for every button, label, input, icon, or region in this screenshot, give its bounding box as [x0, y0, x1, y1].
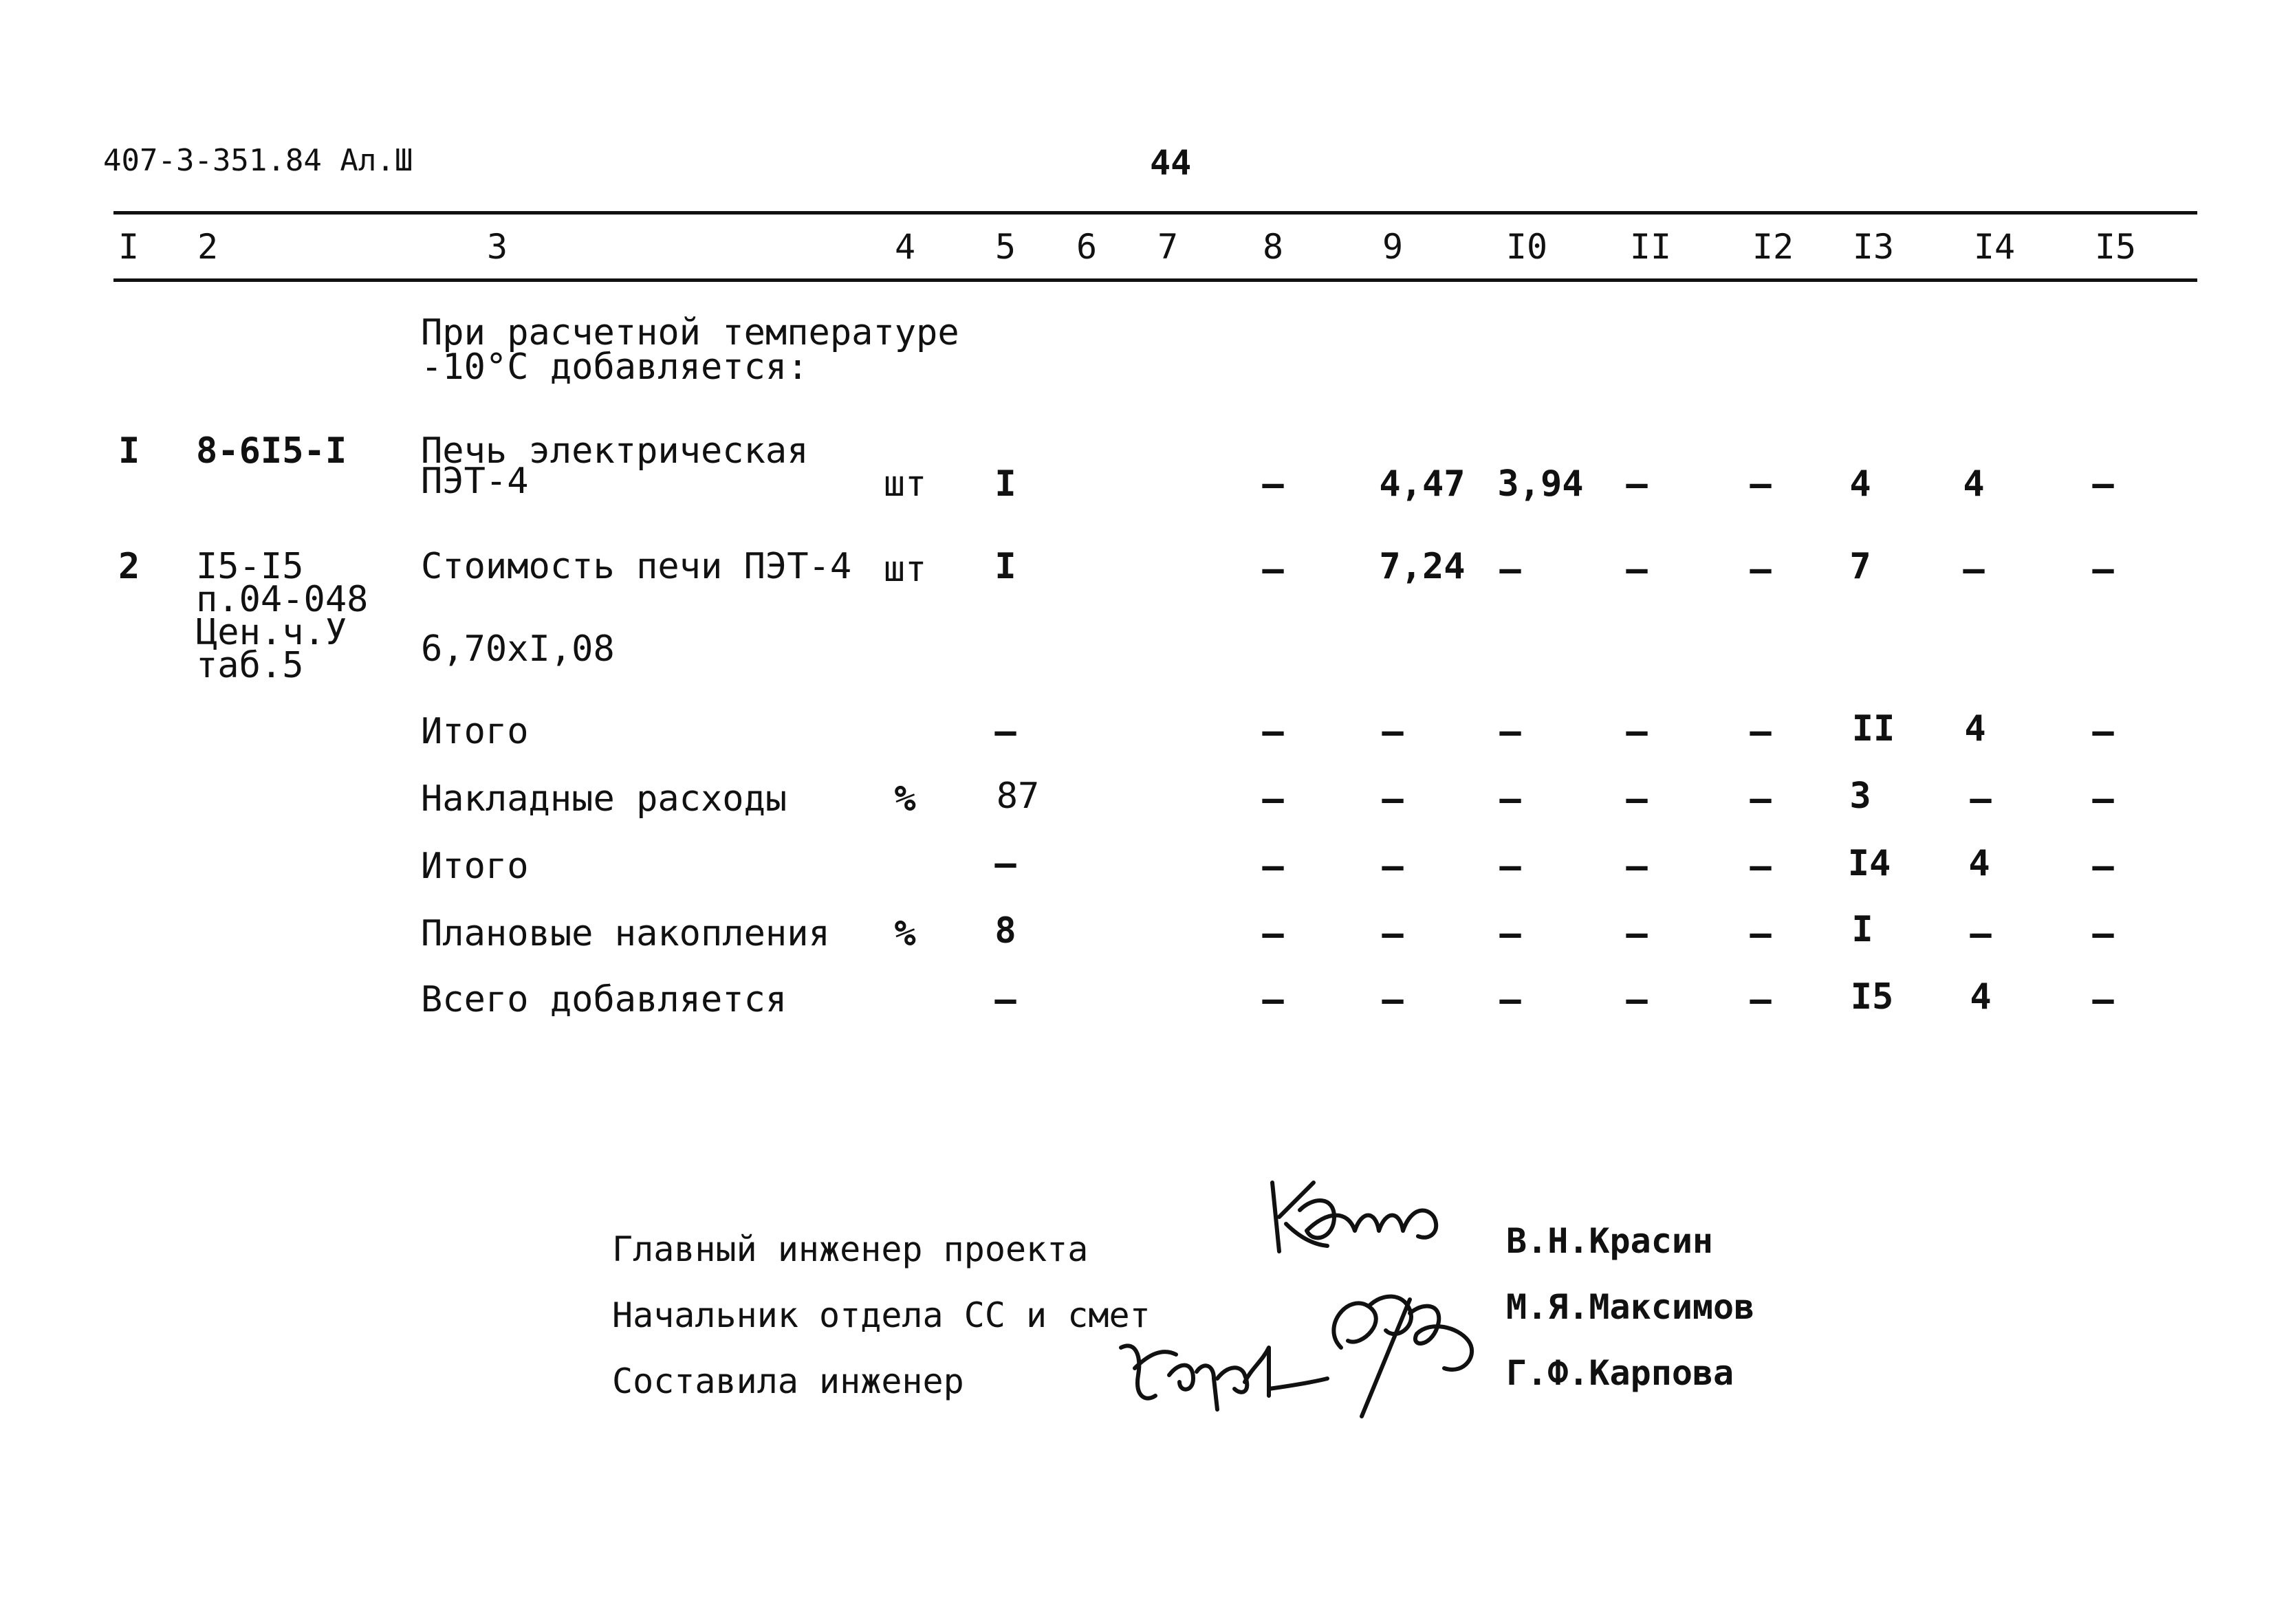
header-bottom-rule: [113, 278, 2197, 282]
column-header-4: 4: [894, 227, 916, 267]
handwritten-signature: [1114, 1327, 1334, 1423]
price-code: 8-6I5-I: [196, 430, 347, 472]
section-note-line2: -10°С добавляется:: [421, 347, 809, 388]
header-top-rule: [113, 211, 2197, 215]
cell-col10: –: [1499, 711, 1521, 752]
cell-col13: 3: [1849, 776, 1871, 817]
cell-col8: –: [1262, 913, 1284, 954]
column-header-15: I5: [2094, 227, 2137, 267]
cell-col12: –: [1750, 549, 1772, 590]
cell-col13: 4: [1849, 463, 1871, 505]
cell-col13: I: [1851, 909, 1873, 950]
quantity: I: [994, 463, 1016, 505]
page-number: 44: [1150, 143, 1192, 183]
quantity: –: [994, 711, 1016, 752]
cell-col10: –: [1499, 778, 1521, 820]
column-header-8: 8: [1262, 227, 1284, 267]
cell-col9: –: [1382, 979, 1404, 1020]
cell-col10: –: [1499, 913, 1521, 954]
cell-col8: –: [1262, 463, 1284, 505]
column-header-9: 9: [1382, 227, 1404, 267]
price-code: I5-I5: [196, 546, 304, 587]
unit: шт: [883, 463, 927, 505]
cell-col12: –: [1750, 979, 1772, 1020]
column-header-13: I3: [1852, 227, 1895, 267]
cell-col12: –: [1750, 463, 1772, 505]
section-note-line1: При расчетной температуре: [421, 312, 959, 353]
cell-col11: –: [1626, 778, 1648, 820]
cell-col11: –: [1626, 846, 1648, 887]
summary-label: Итого: [421, 846, 529, 887]
cell-col14: 4: [1968, 843, 1990, 884]
cell-col14: –: [1963, 549, 1985, 590]
cell-col15: –: [2092, 711, 2114, 752]
cell-col12: –: [1750, 778, 1772, 820]
cell-col14: –: [1970, 778, 1992, 820]
handwritten-signature: [1259, 1169, 1451, 1279]
column-header-5: 5: [994, 227, 1016, 267]
cell-col13: II: [1851, 708, 1895, 749]
quantity: –: [994, 979, 1016, 1020]
cell-col8: –: [1262, 778, 1284, 820]
cell-col15: –: [2092, 778, 2114, 820]
price-code: п.04-048: [196, 579, 369, 620]
summary-label: Накладные расходы: [421, 778, 787, 820]
cell-col11: –: [1626, 979, 1648, 1020]
cell-col9: –: [1382, 778, 1404, 820]
quantity: 87: [996, 776, 1040, 817]
cell-col11: –: [1626, 463, 1648, 505]
column-header-1: I: [118, 227, 140, 267]
cell-col11: –: [1626, 913, 1648, 954]
cell-col10: –: [1499, 979, 1521, 1020]
cell-col15: –: [2092, 979, 2114, 1020]
signatory-name: М.Я.Максимов: [1506, 1287, 1755, 1327]
cell-col11: –: [1626, 549, 1648, 590]
price-code: таб.5: [196, 645, 304, 686]
cell-col9: –: [1382, 913, 1404, 954]
price-code: Цен.ч.У: [196, 612, 347, 653]
row-number: 2: [118, 546, 140, 587]
column-header-14: I4: [1973, 227, 2016, 267]
signatory-name: В.Н.Красин: [1506, 1221, 1714, 1261]
price-formula: 6,70xI,08: [421, 628, 615, 670]
cell-col14: 4: [1963, 463, 1985, 505]
signatory-name: Г.Ф.Карпова: [1506, 1353, 1734, 1393]
cell-col13: I4: [1847, 843, 1891, 884]
cell-col15: –: [2092, 846, 2114, 887]
cell-col10: –: [1499, 549, 1521, 590]
cell-col10: –: [1499, 846, 1521, 887]
cell-col9: –: [1382, 846, 1404, 887]
item-name: Печь электрическая: [421, 430, 809, 472]
cell-col14: 4: [1970, 976, 1992, 1018]
cell-col12: –: [1750, 711, 1772, 752]
cell-col11: –: [1626, 711, 1648, 752]
cell-col12: –: [1750, 913, 1772, 954]
column-header-3: 3: [486, 227, 508, 267]
unit: %: [894, 778, 916, 820]
cell-col9: –: [1382, 711, 1404, 752]
cell-col8: –: [1262, 846, 1284, 887]
signature-role: Составила инженер: [612, 1361, 964, 1401]
cell-col8: –: [1262, 979, 1284, 1020]
summary-label: Итого: [421, 711, 529, 752]
cell-col15: –: [2092, 463, 2114, 505]
column-header-2: 2: [197, 227, 219, 267]
summary-label: Всего добавляется: [421, 979, 787, 1020]
cell-col9: 7,24: [1379, 546, 1466, 587]
column-header-10: I0: [1505, 227, 1548, 267]
column-header-12: I2: [1752, 227, 1794, 267]
item-name: Стоимость печи ПЭТ-4: [421, 546, 852, 587]
quantity: 8: [994, 910, 1016, 952]
document-code: 407-3-351.84 Ал.Ш: [103, 143, 413, 178]
cell-col12: –: [1750, 846, 1772, 887]
cell-col10: 3,94: [1497, 463, 1584, 505]
cell-col14: 4: [1964, 708, 1986, 749]
signature-role: Начальник отдела СС и смет: [612, 1295, 1151, 1335]
cell-col13: 7: [1849, 546, 1871, 587]
unit: шт: [883, 549, 927, 590]
quantity: I: [994, 546, 1016, 587]
column-header-7: 7: [1157, 227, 1179, 267]
cell-col8: –: [1262, 711, 1284, 752]
signature-role: Главный инженер проекта: [612, 1229, 1089, 1269]
item-name: ПЭТ-4: [421, 461, 529, 502]
summary-label: Плановые накопления: [421, 913, 830, 954]
cell-col13: I5: [1850, 976, 1894, 1018]
cell-col8: –: [1262, 549, 1284, 590]
row-number: I: [118, 430, 140, 472]
column-header-11: II: [1629, 227, 1672, 267]
cell-col14: –: [1970, 913, 1992, 954]
cell-col9: 4,47: [1379, 463, 1466, 505]
cell-col15: –: [2092, 913, 2114, 954]
quantity: –: [994, 843, 1016, 884]
cell-col15: –: [2092, 549, 2114, 590]
column-header-6: 6: [1076, 227, 1098, 267]
unit: %: [894, 913, 916, 954]
